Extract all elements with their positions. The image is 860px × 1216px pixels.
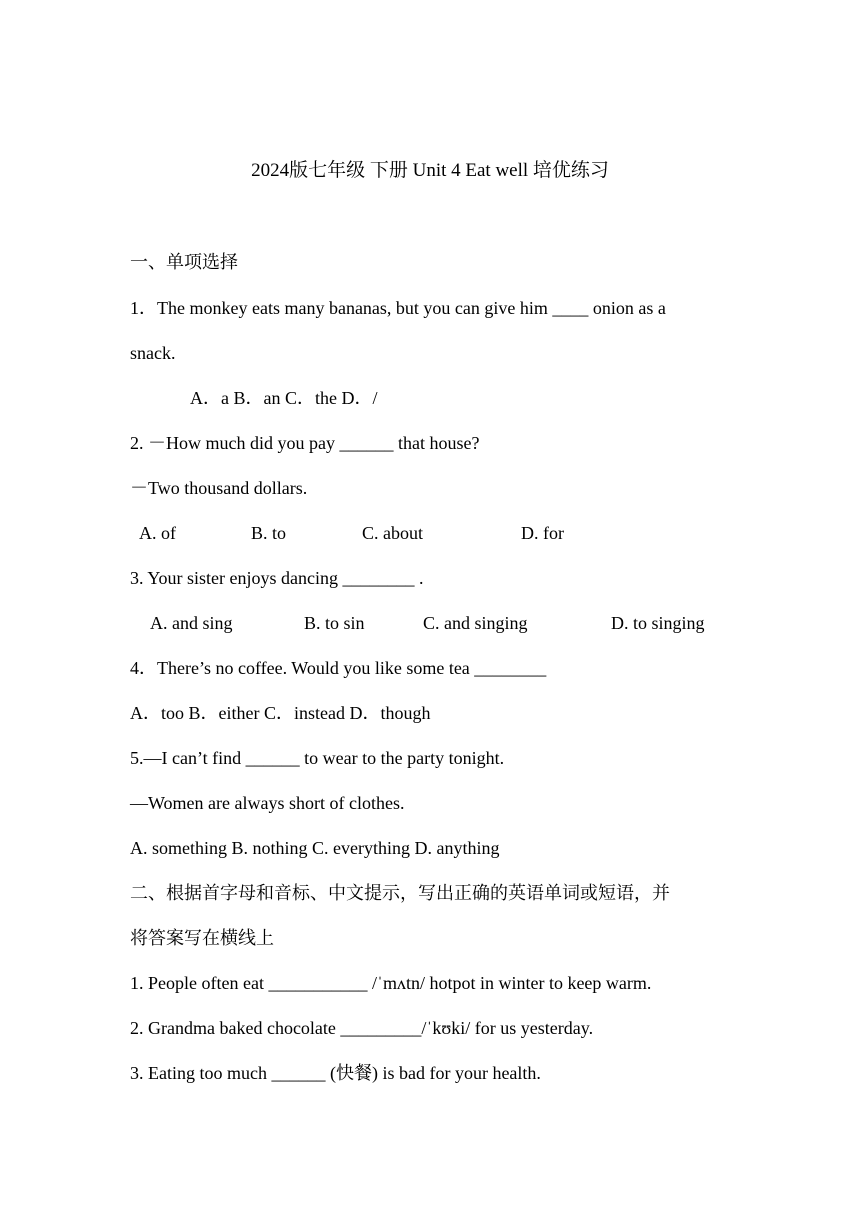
section-heading-single-choice: 一、单项选择 [130, 252, 238, 272]
question-3-option-c: C. and singing [423, 613, 528, 633]
question-2-option-b: B. to [251, 523, 287, 543]
question-2-line-2: －Two thousand dollars. [130, 478, 308, 498]
fill-in-question-2: 2. Grandma baked chocolate _________/ˈkʊki/ for us yesterday. [130, 1018, 594, 1038]
section-heading-fill-in-line-1: 二、根据首字母和音标、中文提示，写出正确的英语单词或短语，并 [130, 883, 670, 903]
page-title: 2024版七年级 下册 Unit 4 Eat well 培优练习 [251, 160, 609, 181]
question-5-options: A. something B. nothing C. everything D. anything [130, 838, 500, 858]
question-2-line-1: 2. －How much did you pay ______ that house? [130, 433, 480, 453]
question-5-line-1: 5.—I can’t find ______ to wear to the party tonight. [130, 748, 505, 768]
question-4-line-1: 4．There’s no coffee. Would you like some tea ________ [130, 658, 547, 678]
question-4-options: A．too B．either C．instead D．though [130, 703, 431, 723]
question-2-option-a: A. of [139, 523, 176, 543]
question-3-option-a: A. and sing [150, 613, 233, 633]
question-3-line-1: 3. Your sister enjoys dancing ________ . [130, 568, 424, 588]
question-1-line-1: 1．The monkey eats many bananas, but you can give him ____ onion as a [130, 298, 666, 318]
question-5-line-2: —Women are always short of clothes. [130, 793, 405, 813]
question-1-line-2: snack. [130, 343, 176, 363]
question-3-option-d: D. to singing [611, 613, 705, 633]
question-2-option-c: C. about [362, 523, 423, 543]
question-2-option-d: D. for [521, 523, 564, 543]
question-1-options: A．a B．an C．the D．/ [190, 388, 378, 408]
fill-in-question-3: 3. Eating too much ______ (快餐) is bad for your health. [130, 1063, 541, 1083]
question-3-option-b: B. to sin [304, 613, 365, 633]
fill-in-question-1: 1. People often eat ___________ /ˈmʌtn/ hotpot in winter to keep warm. [130, 973, 652, 993]
section-heading-fill-in-line-2: 将答案写在横线上 [130, 928, 274, 948]
